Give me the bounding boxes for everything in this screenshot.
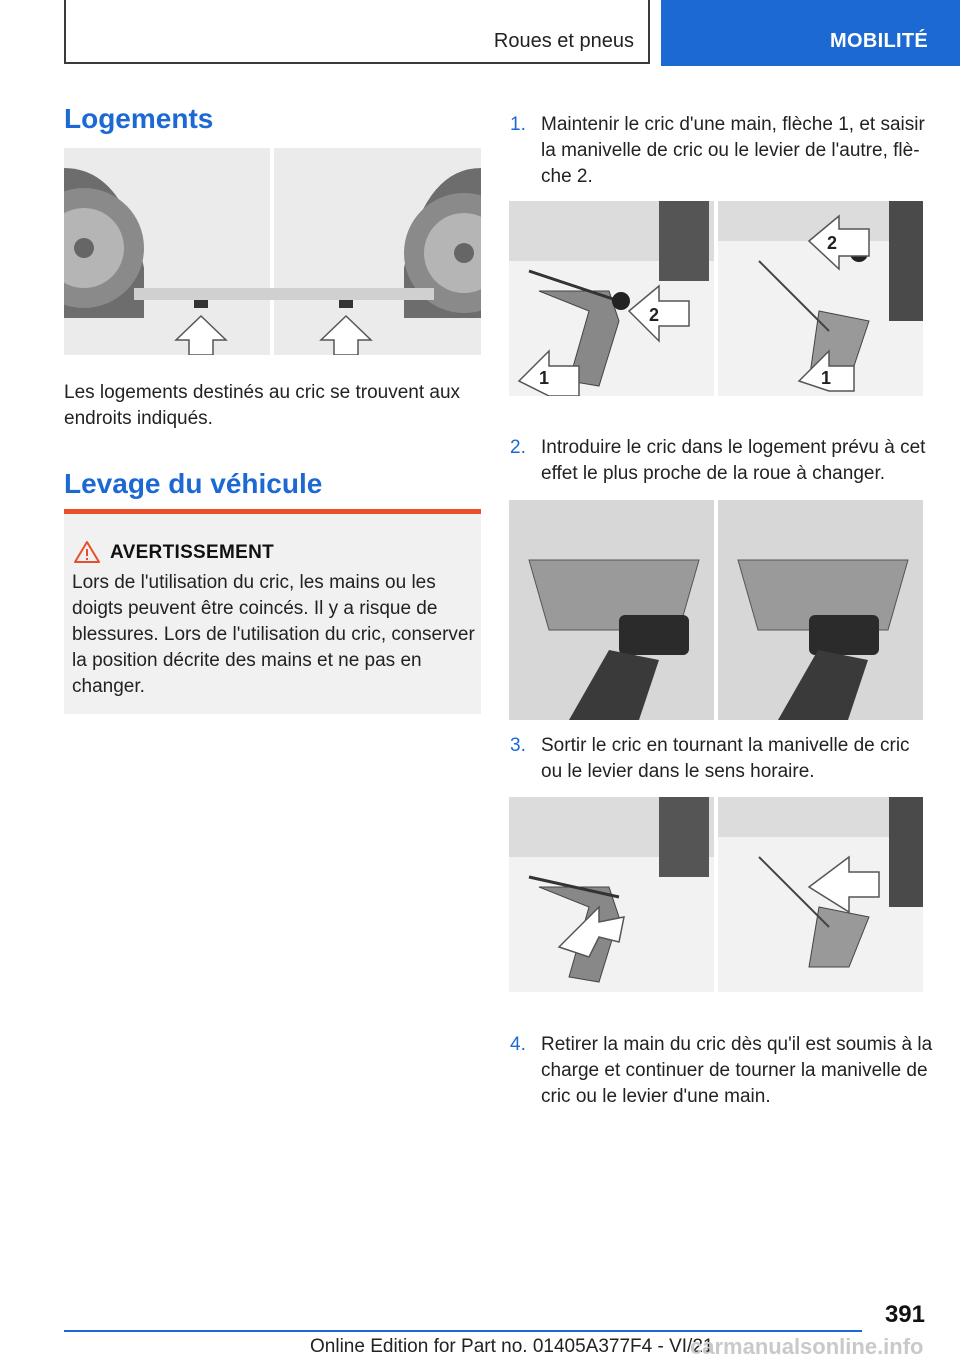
step-2-image	[509, 500, 923, 720]
header-frame	[64, 0, 650, 64]
jack-points-image	[64, 148, 481, 355]
arrow-label-2a: 2	[649, 305, 660, 325]
watermark: carmanualsonline.info	[690, 1334, 924, 1359]
page-number: 391	[884, 1301, 925, 1328]
warning-title: AVERTISSEMENT	[110, 542, 275, 563]
step-number: 4.	[510, 1034, 526, 1055]
footer-divider	[64, 1330, 862, 1332]
edition-text: Online Edition for Part no. 01405A377F4 - VI/21	[310, 1336, 714, 1357]
step-number: 3.	[510, 735, 526, 756]
step-text: Maintenir le cric d'une main, flèche 1, et saisir la manivelle de cric ou le levier de l'autre, flè-che 2.	[541, 114, 925, 187]
arrow-label-1a: 1	[539, 368, 550, 388]
arrow-label-2b: 2	[827, 233, 838, 253]
step-number: 2.	[510, 437, 526, 458]
arrow-label-1b: 1	[821, 368, 832, 388]
step-3-image	[509, 797, 923, 992]
warning-icon	[74, 540, 100, 564]
heading-levage: Levage du véhicule	[64, 468, 323, 499]
heading-logements: Logements	[64, 103, 214, 134]
logements-caption: Les logements destinés au cric se trouvent aux endroits indiqués.	[64, 382, 461, 429]
warning-box	[64, 509, 481, 714]
section-tab-label: MOBILITÉ	[830, 30, 928, 52]
step-text: Retirer la main du cric dès qu'il est soumis à la charge et continuer de tourner la manivelle de cric ou le levier d'une main.	[541, 1034, 933, 1107]
step-text: Introduire le cric dans le logement prévu à cet effet le plus proche de la roue à changer.	[541, 437, 926, 484]
chapter-title: Roues et pneus	[493, 30, 634, 52]
step-text: Sortir le cric en tournant la manivelle de cric ou le levier dans le sens horaire.	[541, 735, 910, 782]
step-1-image	[509, 201, 923, 396]
step-number: 1.	[510, 114, 526, 135]
section-tab[interactable]	[661, 0, 960, 66]
warning-text: Lors de l'utilisation du cric, les mains ou les doigts peuvent être coincés. Il y a risque de blessures. Lors de l'utilisation du cric, conserver la position décrite des mains et ne pas en changer.	[72, 572, 475, 697]
